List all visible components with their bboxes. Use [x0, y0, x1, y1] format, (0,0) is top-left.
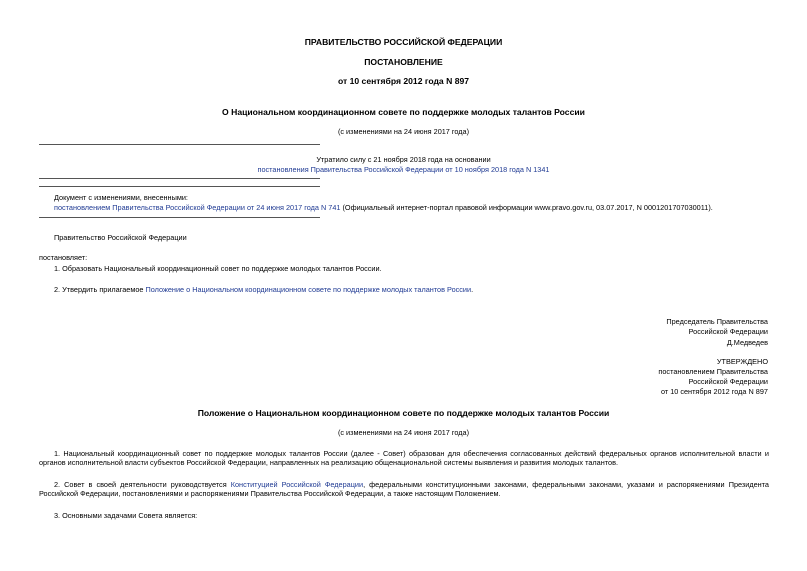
paragraph-3: 3. Основными задачами Совета является:: [54, 511, 198, 520]
divider: [39, 144, 320, 145]
expired-link[interactable]: постановления Правительства Российской Федерации от 10 ноября 2018 года N 1341: [257, 165, 550, 174]
document-title: О Национальном координационном совете по поддержке молодых талантов России: [222, 107, 585, 117]
paragraph-1: 1. Национальный координационный совет по поддержке молодых талантов России (далее - Совет) образован для обеспечения согласованных действий федеральных органов исполнительной власти и органов исполнительной власти субъектов Российской Федерации, направленных на реализацию общенациональной системы выявления и развития молодых талантов.: [39, 449, 769, 468]
signature-name: Д.Медведев: [726, 338, 768, 347]
approved-by: постановлением Правительства: [658, 367, 768, 376]
amended-note: (с изменениями на 24 июня 2017 года): [337, 127, 470, 136]
regulation-title: Положение о Национальном координационном совете по поддержке молодых талантов России: [197, 408, 610, 418]
expired-note: Утратило силу с 21 ноября 2018 года на основании: [316, 155, 491, 164]
approved-country: Российской Федерации: [688, 377, 768, 386]
decides-label: постановляет:: [39, 253, 88, 262]
header-org: ПРАВИТЕЛЬСТВО РОССИЙСКОЙ ФЕДЕРАЦИИ: [304, 37, 503, 47]
approved-label: УТВЕРЖДЕНО: [716, 357, 768, 366]
changes-line: [54, 203, 713, 212]
regulation-amended: (с изменениями на 24 июня 2017 года): [337, 428, 470, 437]
divider: [39, 186, 320, 187]
government-label: Правительство Российской Федерации: [54, 233, 187, 242]
signature-title: Председатель Правительства: [666, 317, 768, 326]
item-2: [54, 285, 473, 294]
divider: [39, 178, 320, 179]
constitution-link[interactable]: Конституцией Российской Федерации: [230, 480, 364, 489]
changes-label: Документ с изменениями, внесенными:: [54, 193, 188, 202]
header-date-number: от 10 сентября 2012 года N 897: [337, 76, 470, 86]
paragraph-2-start: 2. Совет в своей деятельности руководствуется: [54, 480, 227, 489]
item-1: 1. Образовать Национальный координационный совет по поддержке молодых талантов России.: [54, 264, 382, 273]
item-2-end: .: [471, 285, 474, 294]
changes-source: (Официальный интернет-портал правовой информации www.pravo.gov.ru, 03.07.2017, N 0001201707030011).: [342, 203, 713, 212]
divider: [39, 217, 320, 218]
signature-country: Российской Федерации: [688, 327, 768, 336]
paragraph-2: [39, 480, 769, 498]
item-2-text: 2. Утвердить прилагаемое: [54, 285, 144, 294]
approved-date: от 10 сентября 2012 года N 897: [660, 387, 768, 396]
paragraph-2-end: , федеральными конституционными законами, федеральными законами, указами и распоряжениями Президента Российской Федерации, постановлениями и распоряжениями Правительства Российской Федерации, а также настоящим Положением.: [39, 480, 769, 499]
regulation-link[interactable]: Положение о Национальном координационном совете по поддержке молодых талантов России: [145, 285, 472, 294]
header-doc-type: ПОСТАНОВЛЕНИЕ: [364, 57, 443, 67]
changes-link[interactable]: постановлением Правительства Российской Федерации от 24 июня 2017 года N 741: [54, 203, 341, 212]
